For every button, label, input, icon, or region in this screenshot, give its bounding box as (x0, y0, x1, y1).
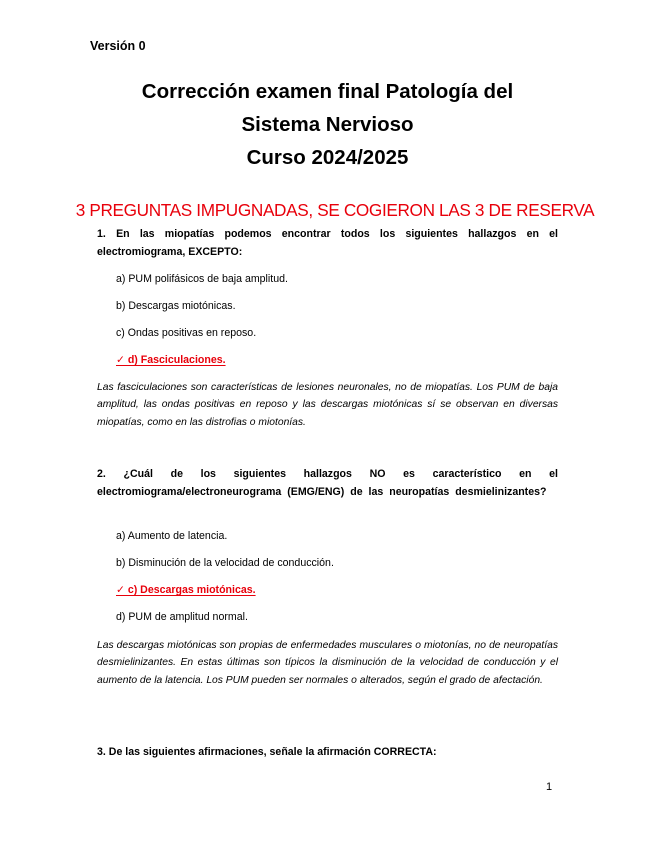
question-3-number: 3. (97, 746, 106, 758)
version-label: Versión 0 (90, 39, 146, 53)
question-1-option-a: a) PUM polifásicos de baja amplitud. (116, 273, 288, 285)
question-2-option-d: d) PUM de amplitud normal. (116, 611, 248, 623)
question-1-option-d-correct: ✓ d) Fasciculaciones. (116, 354, 226, 366)
question-2-number: 2. (97, 468, 106, 480)
page-title-line-1: Corrección examen final Patología del (141, 80, 514, 103)
question-2-option-a: a) Aumento de latencia. (116, 530, 228, 542)
question-3 (97, 744, 558, 762)
page-title-line-2: Sistema Nervioso (241, 113, 414, 136)
question-1-option-b: b) Descargas miotónicas. (116, 300, 236, 312)
impugned-notice: 3 PREGUNTAS IMPUGNADAS, SE COGIERON LAS 3 DE RESERVA (75, 200, 595, 220)
question-1-option-c: c) Ondas positivas en reposo. (116, 327, 257, 339)
question-3-text: De las siguientes afirmaciones, señale la afirmación CORRECTA: (108, 746, 437, 758)
question-1-text: En las miopatías podemos encontrar todos los siguientes hallazgos en el electromiograma, EXCEPTO: (97, 228, 558, 258)
page-number: 1 (546, 781, 553, 793)
question-2 (97, 466, 558, 501)
question-2-option-c-correct: ✓ c) Descargas miotónicas. (116, 584, 256, 596)
question-1 (97, 226, 558, 261)
question-1-number: 1. (97, 228, 106, 240)
page-title-line-3: Curso 2024/2025 (246, 146, 409, 169)
question-1-explanation: Las fasciculaciones son características de lesiones neuronales, no de miopatías. Los PUM de baja amplitud, las ondas positivas en reposo y las descargas miotónicas sí se observan en diversas miopatías, como en las distrofias o miotonías. (97, 382, 558, 428)
question-2-option-b: b) Disminución de la velocidad de conducción. (116, 557, 334, 569)
question-2-text: ¿Cuál de los siguientes hallazgos NO es característico en el electromiograma/electroneurograma (EMG/ENG) de las neuropatías desmielinizantes? (97, 468, 558, 498)
question-2-explanation: Las descargas miotónicas son propias de enfermedades musculares o miotonías, no de neuropatías desmielinizantes. En estas últimas son típicos la disminución de la velocidad de conducción y el aumento de la latencia. Los PUM pueden ser normales o alterados, según el grado de afectación. (97, 640, 558, 686)
